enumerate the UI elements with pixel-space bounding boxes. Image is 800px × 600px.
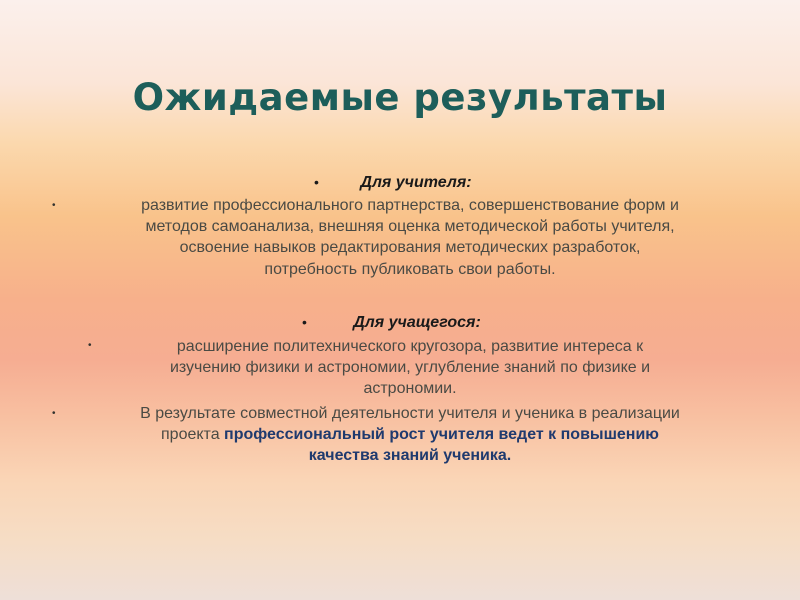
student-bullet: •: [88, 340, 92, 351]
teacher-heading-colon: :: [466, 174, 472, 191]
teacher-heading: [300, 172, 500, 193]
teacher-bullet: •: [52, 200, 56, 211]
slide-title: Ожидаемые результаты: [132, 76, 668, 119]
conclusion-line-1: В результате совместной деятельности учителя и ученика в реализации: [140, 405, 680, 422]
conclusion-line-2-plain: проекта: [161, 426, 225, 443]
teacher-line-3: освоение навыков редактирования методических разработок,: [179, 239, 641, 256]
teacher-heading-label: Для учителя: [360, 174, 467, 191]
teacher-heading-bullet: •: [314, 174, 319, 190]
student-heading: [290, 312, 510, 333]
student-heading-bullet: •: [302, 314, 307, 330]
teacher-line-4: потребность публиковать свои работы.: [264, 261, 556, 278]
student-line-3: астрономии.: [363, 380, 457, 397]
conclusion-line-3: качества знаний ученика.: [308, 447, 512, 464]
conclusion-bullet: •: [52, 408, 56, 419]
conclusion-line-2: [40, 424, 780, 445]
conclusion-line-2-bold: профессиональный рост учителя ведет к повышению: [224, 426, 659, 443]
student-line-1: расширение политехнического кругозора, развитие интереса к: [176, 338, 644, 355]
student-line-2: изучению физики и астрономии, углубление знаний по физике и: [169, 359, 651, 376]
student-heading-colon: :: [475, 314, 481, 331]
teacher-line-1: развитие профессионального партнерства, совершенствование форм и: [141, 197, 679, 214]
student-heading-label: Для учащегося: [353, 314, 476, 331]
teacher-line-2: методов самоанализа, внешняя оценка методической работы учителя,: [145, 218, 675, 235]
